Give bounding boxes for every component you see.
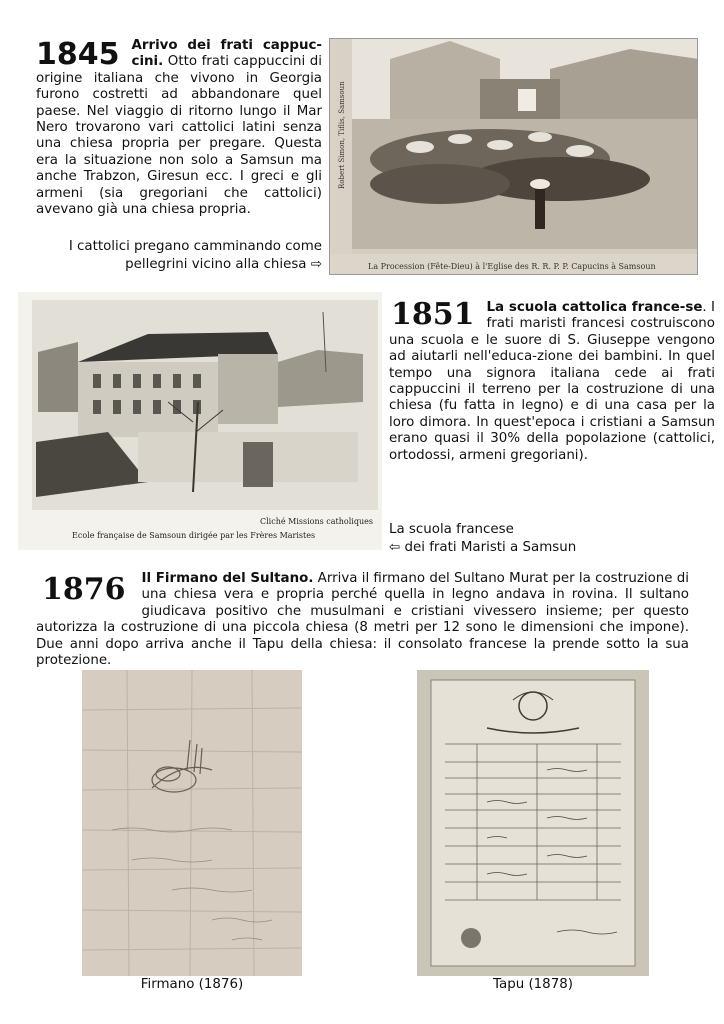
body-1851: . I frati maristi francesi costruiscono una scuola e le suore di S. Giuseppe vengono ad aiutarli nell'educa-zione dei bambini. In quel tempo una signora italiana cede ai frati cappuccini il terreno per la costruzione di una chiesa (fu fatta in legno) e di una casa per la loro dimora. In quest'epoca i cristiani a Samsun erano quasi il 30% della popolazione (cattolici, ortodossi, armeni gregoriani). xyxy=(389,300,715,463)
body-1845: Otto frati cappuccini di origine italiana che vivono in Georgia furono costretti ad abbandonare quel paese. Nel viaggio di ritorno lungo il Mar Nero trovarono vari cattolici latini senza una chiesa propria per pregare. Questa era la situazione non solo a Samsun ma anche Trabzon, Giresun ecc. I greci e gli armeni (sia gregoriani che cattolici) avevano già una chiesa propria. xyxy=(36,54,322,218)
heading-1876: Il Firmano del Sultano. xyxy=(141,571,314,586)
year-1876: 1876 xyxy=(42,572,126,607)
year-1851: 1851 xyxy=(391,297,475,332)
tapu-document-photo xyxy=(417,670,649,976)
body-1876: Arriva il firmano del Sultano Murat per la costruzione di una chiesa vera e propria perché quella in legno andava in rovina. Il sultano giudicava positivo che musulmani e cristiani vivessero insieme; per questo autorizza la costruzione di una piccola chiesa (8 metri per 12 sono le dimensioni che impone). Due anni dopo arriva anche il Tapu della chiesa: il consolato francese la prende sotto la sua protezione. xyxy=(36,571,690,669)
caption-school-line2: ⇦ dei frati Maristi a Samsun xyxy=(389,540,577,555)
heading-1845: Arrivo dei frati cappuc-cini. xyxy=(131,38,322,70)
photo2-caption: Ecole française de Samsoun dirigée par les Frères Maristes xyxy=(72,531,316,540)
firmano-caption: Firmano (1876) xyxy=(140,977,244,992)
photo1-caption: La Procession (Fête-Dieu) à l'Eglise des R. R. P. P. Capucins à Samsoun xyxy=(368,262,656,271)
caption-procession: I cattolici pregano camminando come pellegrini vicino alla chiesa ⇨ xyxy=(68,239,322,272)
firmano-document-photo xyxy=(82,670,302,976)
photo2-credit: Cliché Missions catholiques xyxy=(260,517,373,526)
procession-photo xyxy=(329,38,698,275)
section-1845-text xyxy=(36,38,322,218)
tapu-caption: Tapu (1878) xyxy=(493,977,573,992)
school-photo xyxy=(18,292,382,550)
heading-1851: La scuola cattolica france-se xyxy=(486,300,703,315)
caption-school-line1: La scuola francese xyxy=(389,522,514,537)
section-1851-text xyxy=(389,297,715,464)
section-1876-text xyxy=(36,571,689,669)
year-1845: 1845 xyxy=(36,37,120,72)
photo1-side-text: Robert Simon, Tiflis, Samsoun xyxy=(338,81,346,189)
caption-school xyxy=(389,521,715,557)
